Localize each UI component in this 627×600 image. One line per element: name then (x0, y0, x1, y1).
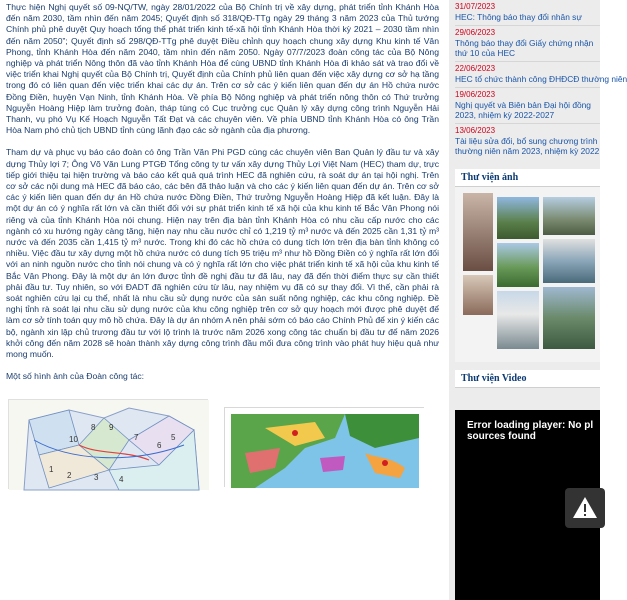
news-title-link[interactable]: HEC: Thông báo thay đổi nhân sự (455, 12, 582, 22)
article-paragraph-1: Thực hiện Nghị quyết số 09-NQ/TW, ngày 28/01/2022 của Bộ Chính trị về xây dựng, phát triển tỉnh Khánh Hòa đến năm 2030, tầm nhìn đến năm 2045; Quyết định số 318/QĐ-TTg ngày 29 tháng 3 năm 2023 của Thủ tướng Chính phủ phê duyệt Quy hoạch tổng thể phát triển kinh tế-xã hội tỉnh Khánh Hòa thời kỳ 2021 – 2030 tầm nhìn đến năm 2050”; Quyết định số 298/QĐ-TTg phê duyệt Điều chỉnh quy hoạch chung xây dựng Khu kinh tế Vân Phong, tỉnh Khánh Hòa đến năm 2040, tầm nhìn đến năm 2050. Ngày 07/7/2023 đoàn công tác của Bộ Nông nghiệp và phát triển Nông thôn đã vào tỉnh Khánh Hòa để cùng UBND tỉnh Khánh Hòa đi khảo sát và trao đổi về việc triển khai Nghị quyết của Bộ Chính trị, Quyết định của Chính phủ liên quan đến việc xây dựng cơ sở hạ tầng trong đó có liên quan đến việc triển khai các dự án. Trên cơ sở các ý kiến liên quan đến dự án Hồ chứa nước Đồng Điền, huyện Vạn Ninh, tỉnh Khánh Hòa. Về phía Bộ Nông nghiệp và phát triển nông thôn có Thứ trưởng Nguyễn Hoàng Hiệp làm trưởng đoàn, tháp tùng có Cục trưởng cục Quản lý xây dựng công trình Nguyễn Hải Thanh, vụ phó Vụ Kế Hoạch Nguyễn Tất Đạt và các chuyên viên. Về phía UBND tỉnh Khánh Hòa có ông Trần Hòa Nam phó chủ tịch UBND tỉnh cùng lãnh đạo các sở ngành của địa phương. (6, 2, 439, 136)
news-item[interactable] (455, 62, 627, 88)
news-title-link[interactable]: HEC tổ chức thành công ĐHĐCĐ thường niên (455, 74, 627, 84)
news-title-link[interactable]: Nghị quyết và Biên bản Đại hội đồng (455, 100, 591, 110)
map-label-2: 2 (67, 470, 72, 480)
video-error-line-2: sources found (467, 431, 536, 442)
news-title-link-line2[interactable]: 2023, nhiệm kỳ 2022-2027 (455, 110, 555, 120)
news-date: 29/06/2023 (455, 28, 496, 37)
gallery-thumb[interactable] (543, 197, 595, 235)
news-item[interactable] (455, 124, 600, 159)
gallery-thumb[interactable] (463, 193, 493, 271)
gallery-thumb[interactable] (497, 291, 539, 349)
news-item[interactable] (455, 88, 600, 124)
news-date: 13/06/2023 (455, 126, 496, 135)
map-label-1: 1 (49, 464, 54, 474)
gallery-thumb[interactable] (463, 275, 493, 315)
news-date: 22/06/2023 (455, 64, 496, 73)
map-label-9: 9 (109, 422, 114, 432)
map-label-5: 5 (171, 432, 176, 442)
photo-library-header: Thư viện ảnh (455, 169, 600, 187)
warning-icon (565, 488, 605, 528)
news-title-link[interactable]: Thông báo thay đổi Giấy chứng nhận (455, 38, 594, 48)
district-map-image[interactable] (8, 399, 208, 489)
images-caption: Một số hình ảnh của Đoàn công tác: (6, 371, 145, 382)
video-error-message (455, 410, 600, 452)
gallery-thumb[interactable] (543, 239, 595, 283)
news-list (449, 0, 627, 159)
news-item[interactable] (455, 26, 600, 62)
map-label-10: 10 (69, 434, 78, 444)
gallery-thumb[interactable] (497, 197, 539, 239)
district-map-graphic (9, 400, 209, 490)
news-title-link[interactable]: Tài liệu sửa đổi, bổ sung chương trình (455, 136, 598, 146)
photo-gallery (455, 187, 600, 362)
gallery-thumb[interactable] (497, 243, 539, 287)
news-title-link-line2[interactable]: thứ 10 của HEC (455, 48, 516, 58)
map-label-8: 8 (91, 422, 96, 432)
video-player[interactable] (455, 410, 600, 600)
map-label-3: 3 (94, 472, 99, 482)
gallery-thumb[interactable] (543, 287, 595, 349)
map-label-7: 7 (134, 432, 139, 442)
video-library-header: Thư viện Video (455, 370, 600, 388)
news-date: 19/06/2023 (455, 90, 496, 99)
news-date: 31/07/2023 (455, 2, 496, 11)
article-images (6, 393, 439, 483)
article-paragraph-2: Tham dự và phục vụ báo cáo đoàn có ông Trần Văn Phi PGD cùng các chuyên viên Ban Quản lý đầu tư và xây dựng Thủy lợi 7; Ông Võ Văn Lung PTGĐ Tổng công ty tư vấn xây dựng Thủy Lợi Việt Nam (HEC) tham dự, trực tiếp giới thiệu tại hiện trường và báo cáo kết quả quá trình HEC đã nghiên cứu, rà soát dự án tại hội nghị. Trên cơ sở các nội dung mà HEC đã báo cáo, các bên đã thảo luận và cho các ý kiến liên quan đến dự án. Trên cơ sở các ý kiến liên quan đến dự án Hồ chứa nước Đồng Điền, Thứ trưởng Nguyễn Hoàng Hiệp đã kết luận. Đây là một dự án có ý nghĩa rất lớn và cần thiết đối với sự phát triển kinh tế xã hội của khu kinh tế Bắc Vân Phong nói riêng và của tỉnh Khánh Hòa nói chung. Hiện nay trên địa bàn tỉnh Khánh Hòa có nhu cầu cấp nước cho các ngành có xu hướng ngày càng tăng, hiện nay nhu cầu nước chỉ có 1,219 tỷ m³ nước và đến 2025 cần 1,31 tỷ m³ nước và đến 2035 cần 1,415 tỷ m³ nước. Trong khi đó các hồ chứa có dung tích lớn trên địa bàn tỉnh không có nhiều. Việc đầu tư xây dựng một hồ chứa nước có dung tích 95 triệu m³ như hồ Đồng Điền có ý nghĩa rất lớn đối với an ninh nguồn nước cho tỉnh nói chung và có ý nghĩa rất lớn cho việc phát triển kinh tế xã hội của khu kinh tế Bắc Vân Phong. Đây là một dự án lớn được tỉnh đề nghị đầu tư đã lâu, nay đã đến thời điểm thực sự cần thiết phải đầu tư. Tuy nhiên, so với ĐADT đã nghiên cứu từ lâu, nay nhiệm vụ đã có sự thay đổi. Vì thế, cần phải rà soát nghiên cứu lại cụ thể, nhất là nhu cầu sử dụng nước của sản suất nông nghiệp, các khu công nghiệp. Đề nghị tỉnh rà soát lại nhu cầu sử dụng nước của khu công nghiệp trên cơ sở quy hoạch mới được phê duyệt để làm cơ sở tính toán quy mô hồ chứa. Đây là dự án nhóm A nên phải sớm có báo cáo Chính Phủ để xin ý kiến các bộ, ngành xin lập chủ trương đầu tư với lộ trình là trước năm 2026 xong công tác chuẩn bị đầu tư để năm 2026 khởi công đến năm 2028 sẽ hoàn thành xây dựng công trình đầu mối đưa công trình vào phát huy hiệu quả như mong muốn. (6, 147, 439, 360)
map-label-6: 6 (157, 440, 162, 450)
news-title-link-line2[interactable]: thường niên năm 2023, nhiệm kỳ 2022 (455, 146, 600, 156)
video-error-line-1: Error loading player: No pl (467, 420, 594, 431)
map-label-4: 4 (119, 474, 124, 484)
planning-map-graphic (225, 408, 425, 488)
planning-map-image[interactable] (224, 407, 424, 487)
news-item[interactable] (455, 0, 600, 26)
